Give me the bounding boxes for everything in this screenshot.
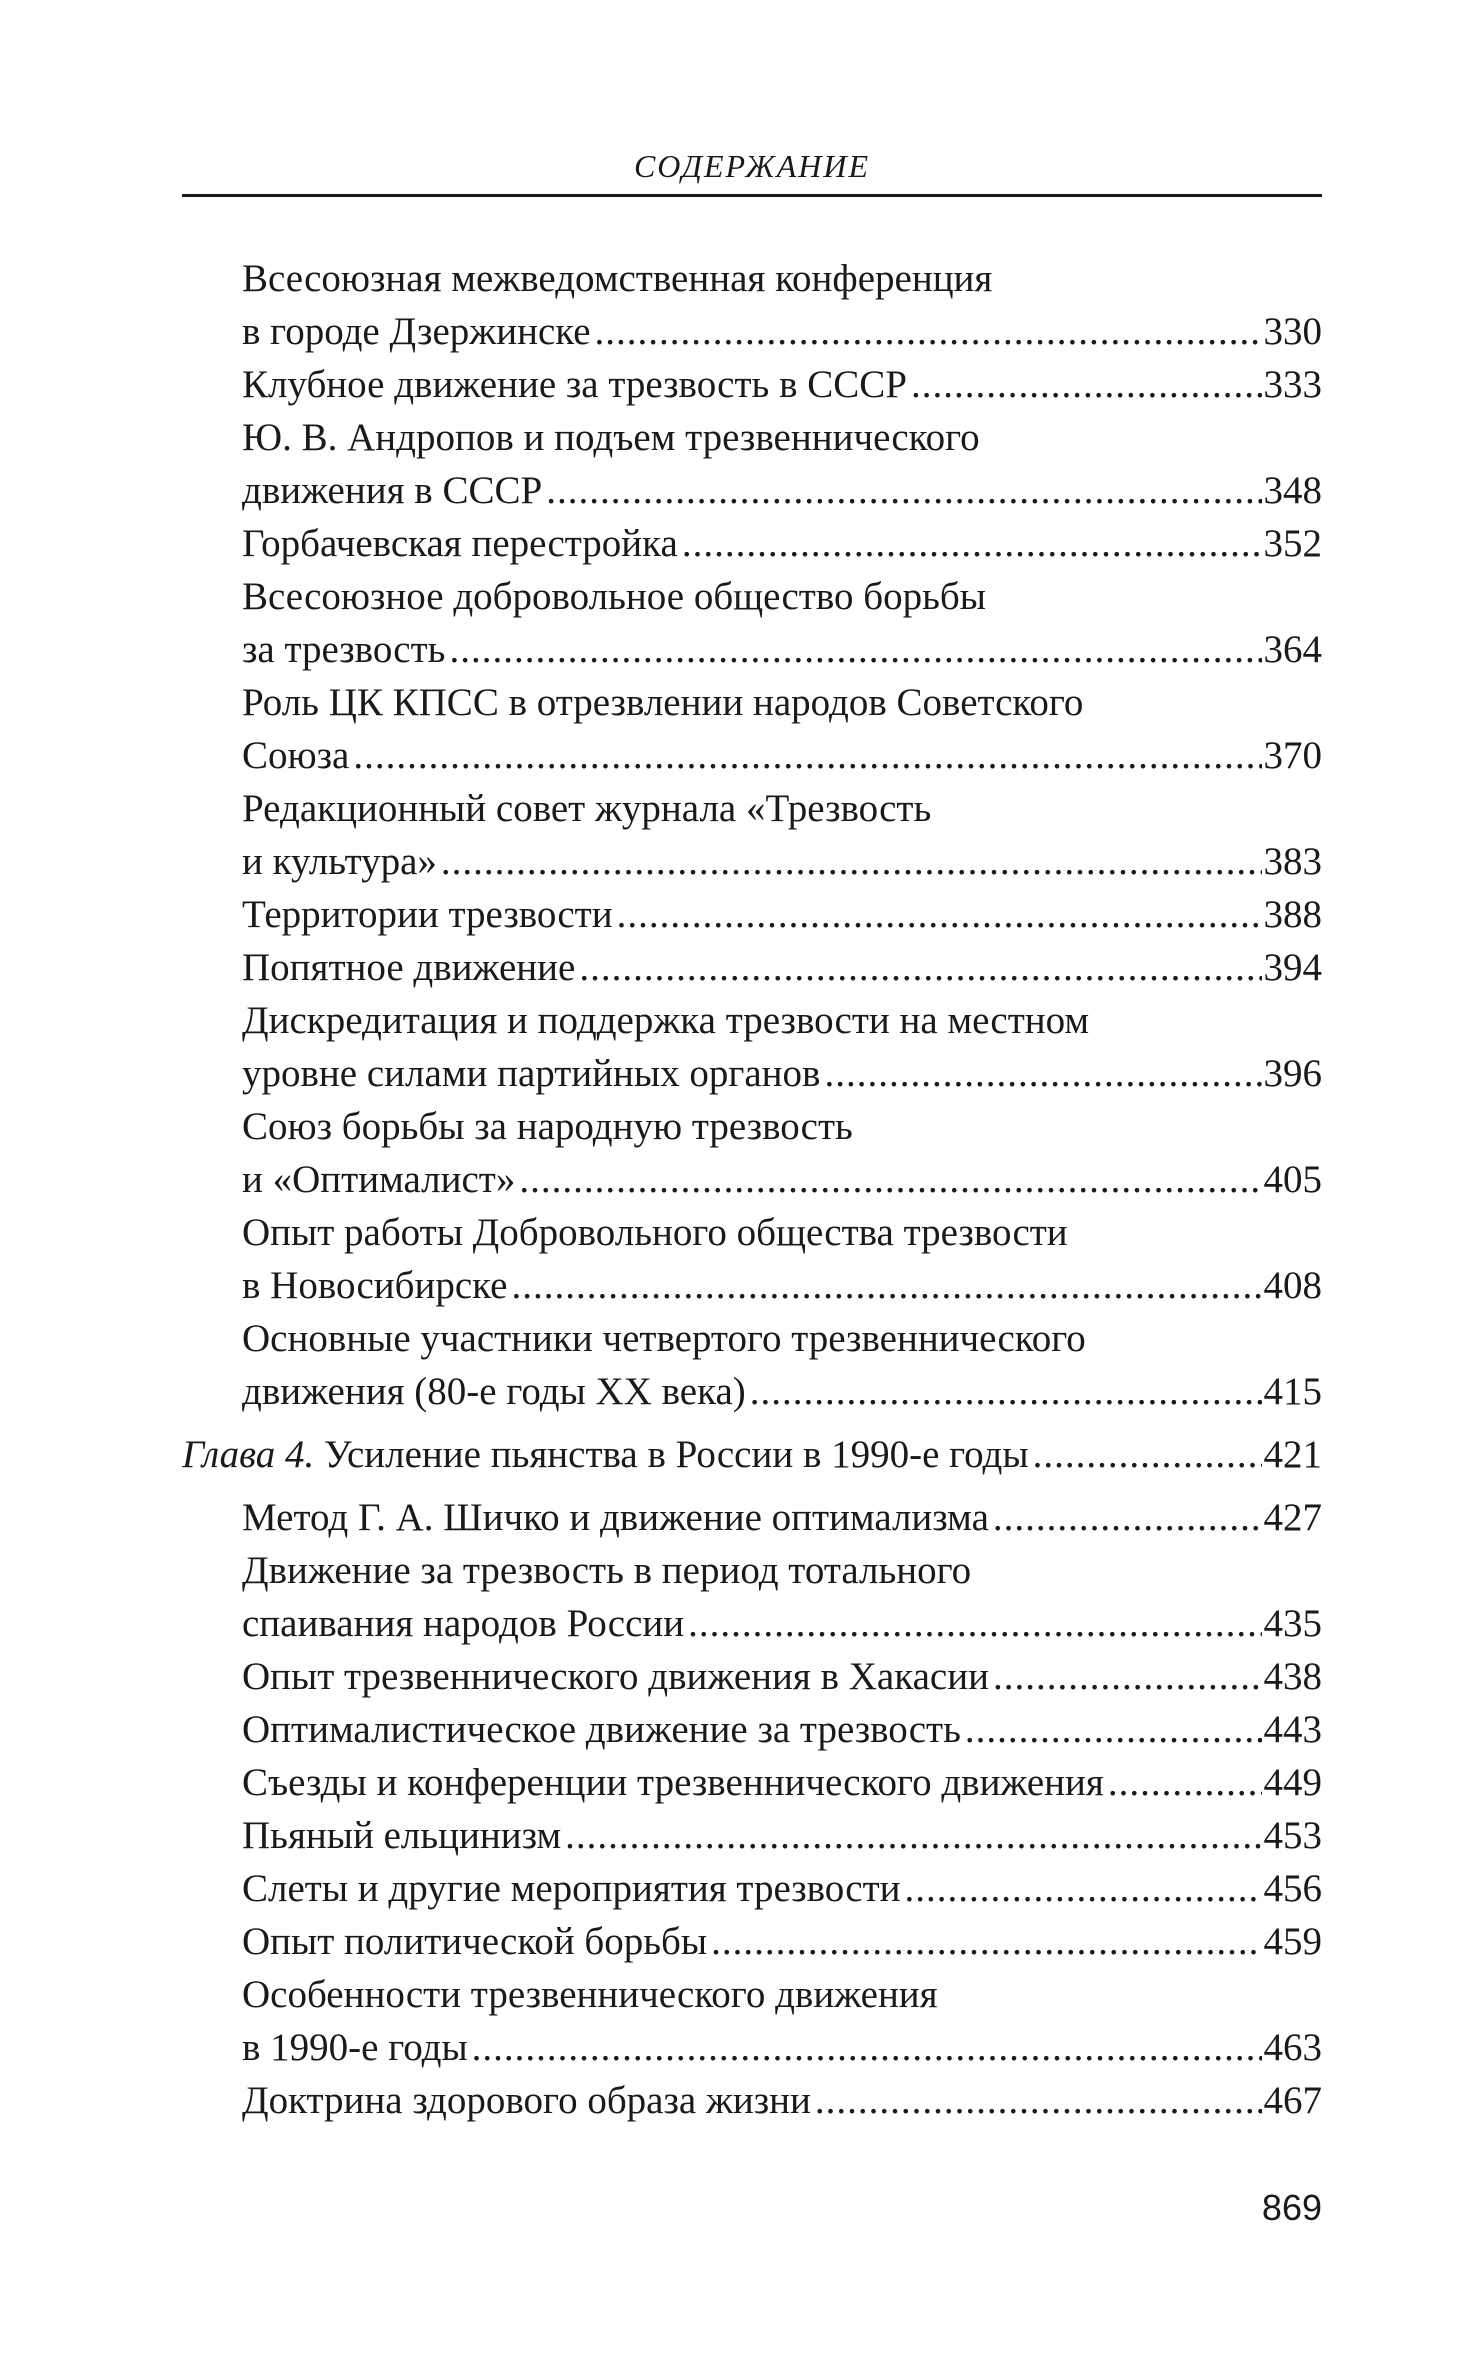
toc-entry-line bbox=[182, 782, 1322, 835]
toc-page-number: 449 bbox=[1263, 1761, 1322, 1804]
toc-entry[interactable] bbox=[182, 676, 1322, 782]
toc-entry-line bbox=[182, 1862, 1322, 1915]
dot-leader bbox=[565, 1809, 1261, 1862]
toc-entry[interactable] bbox=[182, 1650, 1322, 1703]
header-rule bbox=[182, 194, 1322, 197]
chapter-label: Глава 4. bbox=[182, 1433, 315, 1476]
toc-page-number: 405 bbox=[1263, 1158, 1322, 1201]
toc-entry[interactable] bbox=[182, 1544, 1322, 1650]
toc-entry-title: Опыт трезвеннического движения в Хакасии bbox=[242, 1655, 989, 1698]
toc-entry-title: Основные участники четвертого трезвеннического bbox=[242, 1317, 1086, 1360]
dot-leader bbox=[449, 623, 1261, 676]
toc-entry-title: Территории трезвости bbox=[242, 893, 613, 936]
toc-entry[interactable] bbox=[182, 782, 1322, 888]
toc-entry[interactable] bbox=[182, 1968, 1322, 2074]
toc-chapter-entries bbox=[182, 1491, 1322, 2127]
toc-entry-title: движения в СССР bbox=[242, 469, 543, 512]
toc-entry-line bbox=[182, 1544, 1322, 1597]
toc-entry[interactable] bbox=[182, 941, 1322, 994]
toc-entry[interactable] bbox=[182, 1756, 1322, 1809]
dot-leader bbox=[688, 1597, 1261, 1650]
toc-entry-line bbox=[182, 994, 1322, 1047]
toc-page-number: 388 bbox=[1263, 893, 1322, 936]
dot-leader bbox=[579, 941, 1261, 994]
toc-page-number: 427 bbox=[1263, 1496, 1322, 1539]
dot-leader bbox=[965, 1703, 1262, 1756]
toc-page-number: 330 bbox=[1263, 310, 1322, 353]
chapter-title-line bbox=[182, 1428, 1029, 1481]
toc-entry-title: Опыт работы Добровольного общества трезвости bbox=[242, 1211, 1068, 1254]
toc-entry-line bbox=[182, 729, 1322, 782]
toc-entry[interactable] bbox=[182, 2074, 1322, 2127]
dot-leader bbox=[595, 305, 1262, 358]
toc-page-number: 383 bbox=[1263, 840, 1322, 883]
toc-entry-title: Клубное движение за трезвость в СССР bbox=[242, 363, 907, 406]
dot-leader bbox=[682, 517, 1262, 570]
toc-entry-line bbox=[182, 252, 1322, 305]
toc-page-number: 459 bbox=[1263, 1920, 1322, 1963]
toc-entry-line bbox=[182, 411, 1322, 464]
dot-leader bbox=[750, 1365, 1262, 1418]
toc-entry-line bbox=[182, 305, 1322, 358]
toc-entry-line bbox=[182, 517, 1322, 570]
toc-entry-title: Опыт политической борьбы bbox=[242, 1920, 708, 1963]
toc-entry[interactable] bbox=[182, 570, 1322, 676]
toc-entry-title: Роль ЦК КПСС в отрезвлении народов Советского bbox=[242, 681, 1084, 724]
dot-leader bbox=[519, 1153, 1261, 1206]
toc-entry[interactable] bbox=[182, 888, 1322, 941]
toc-entry-line bbox=[182, 1650, 1322, 1703]
toc-entry-line bbox=[182, 1597, 1322, 1650]
toc-page-number: 352 bbox=[1263, 522, 1322, 565]
toc-entry-title: спаивания народов России bbox=[242, 1602, 685, 1645]
dot-leader bbox=[511, 1259, 1261, 1312]
dot-leader bbox=[815, 2074, 1262, 2127]
toc-entry-title: Метод Г. А. Шичко и движение оптимализма bbox=[242, 1496, 989, 1539]
toc-page-number: 467 bbox=[1263, 2079, 1322, 2122]
toc-entry-title: Особенности трезвеннического движения bbox=[242, 1973, 938, 2016]
toc-entry[interactable] bbox=[182, 411, 1322, 517]
toc-entry[interactable] bbox=[182, 517, 1322, 570]
toc-entry-line bbox=[182, 1312, 1322, 1365]
dot-leader bbox=[824, 1047, 1261, 1100]
toc-entry-title: Попятное движение bbox=[242, 946, 576, 989]
toc-chapter-heading[interactable] bbox=[182, 1428, 1322, 1481]
toc-page-number: 394 bbox=[1263, 946, 1322, 989]
toc-entry-line bbox=[182, 676, 1322, 729]
toc-entry[interactable] bbox=[182, 1491, 1322, 1544]
toc-page-number: 463 bbox=[1263, 2026, 1322, 2069]
toc-entry[interactable] bbox=[182, 358, 1322, 411]
toc-entry-line bbox=[182, 2021, 1322, 2074]
toc-entry[interactable] bbox=[182, 1809, 1322, 1862]
toc-entry-line bbox=[182, 1100, 1322, 1153]
toc-entry-title: Союз борьбы за народную трезвость bbox=[242, 1105, 853, 1148]
toc-entry-title: Горбачевская перестройка bbox=[242, 522, 678, 565]
toc-entry-title: Союза bbox=[242, 734, 350, 777]
toc-page-number: 456 bbox=[1263, 1867, 1322, 1910]
toc-entry[interactable] bbox=[182, 1703, 1322, 1756]
toc-entry-title: Редакционный совет журнала «Трезвость bbox=[242, 787, 932, 830]
dot-leader bbox=[911, 358, 1262, 411]
toc-entry-title: Съезды и конференции трезвеннического движения bbox=[242, 1761, 1104, 1804]
toc-page-number: 438 bbox=[1263, 1655, 1322, 1698]
toc-entry-title: в Новосибирске bbox=[242, 1264, 508, 1307]
toc-entry-line bbox=[182, 2074, 1322, 2127]
dot-leader bbox=[617, 888, 1262, 941]
toc-page-number: 415 bbox=[1263, 1370, 1322, 1413]
toc-entry-line bbox=[182, 941, 1322, 994]
toc-entry-title: в городе Дзержинске bbox=[242, 310, 591, 353]
dot-leader bbox=[441, 835, 1262, 888]
toc-entry-line bbox=[182, 1206, 1322, 1259]
toc-page-number: 333 bbox=[1263, 363, 1322, 406]
toc-page-number: 408 bbox=[1263, 1264, 1322, 1307]
dot-leader bbox=[353, 729, 1261, 782]
toc-entry-line bbox=[182, 358, 1322, 411]
page-number: 869 bbox=[1261, 2187, 1322, 2228]
toc-entry-title: движения (80-е годы XX века) bbox=[242, 1370, 746, 1413]
toc-entry-line bbox=[182, 623, 1322, 676]
dot-leader bbox=[905, 1862, 1262, 1915]
toc-entry-line bbox=[182, 888, 1322, 941]
toc-entry-title: Движение за трезвость в период тотального bbox=[242, 1549, 972, 1592]
toc-entry-line bbox=[182, 1703, 1322, 1756]
running-head: СОДЕРЖАНИЕ bbox=[633, 148, 871, 184]
toc-entry-line bbox=[182, 835, 1322, 888]
toc-entry-line bbox=[182, 1047, 1322, 1100]
toc-entry-line bbox=[182, 1365, 1322, 1418]
dot-leader bbox=[472, 2021, 1262, 2074]
toc-entry-line bbox=[182, 1491, 1322, 1544]
toc-entry[interactable] bbox=[182, 994, 1322, 1100]
dot-leader bbox=[711, 1915, 1261, 1968]
dot-leader bbox=[546, 464, 1261, 517]
toc-entry-title: в 1990-е годы bbox=[242, 2026, 468, 2069]
toc-entry-line bbox=[182, 1756, 1322, 1809]
toc-entry[interactable] bbox=[182, 252, 1322, 358]
toc-page-number: 364 bbox=[1263, 628, 1322, 671]
toc-entry-line bbox=[182, 570, 1322, 623]
toc-page-number: 443 bbox=[1263, 1708, 1322, 1751]
toc-entry-line bbox=[182, 1259, 1322, 1312]
toc-entry-title: Слеты и другие мероприятия трезвости bbox=[242, 1867, 901, 1910]
toc-entry-line bbox=[182, 1153, 1322, 1206]
chapter-title: Усиление пьянства в России в 1990-е годы bbox=[324, 1433, 1029, 1476]
table-of-contents bbox=[182, 252, 1322, 2127]
toc-entry-title: Всесоюзная межведомственная конференция bbox=[242, 257, 993, 300]
toc-entry-line bbox=[182, 1915, 1322, 1968]
toc-entry-title: Дискредитация и поддержка трезвости на местном bbox=[242, 999, 1090, 1042]
dot-leader bbox=[993, 1491, 1262, 1544]
dot-leader bbox=[1108, 1756, 1262, 1809]
toc-entry-title: и «Оптималист» bbox=[242, 1158, 516, 1201]
toc-entry-line bbox=[182, 1968, 1322, 2021]
toc-entry[interactable] bbox=[182, 1206, 1322, 1312]
toc-page-number: 453 bbox=[1263, 1814, 1322, 1857]
dot-leader bbox=[993, 1650, 1262, 1703]
chapter-page-number: 421 bbox=[1263, 1433, 1322, 1476]
toc-entry[interactable] bbox=[182, 1100, 1322, 1206]
toc-entry-title: Оптималистическое движение за трезвость bbox=[242, 1708, 961, 1751]
toc-entry-title: Пьяный ельцинизм bbox=[242, 1814, 562, 1857]
toc-entry-title: и культура» bbox=[242, 840, 437, 883]
toc-entry-title: Доктрина здорового образа жизни bbox=[242, 2079, 811, 2122]
toc-page-number: 370 bbox=[1263, 734, 1322, 777]
toc-entry[interactable] bbox=[182, 1915, 1322, 1968]
toc-page-number: 348 bbox=[1263, 469, 1322, 512]
toc-section-entries bbox=[182, 252, 1322, 1418]
toc-entry-title: Всесоюзное добровольное общество борьбы bbox=[242, 575, 986, 618]
toc-entry[interactable] bbox=[182, 1862, 1322, 1915]
toc-page-number: 435 bbox=[1263, 1602, 1322, 1645]
toc-entry-line bbox=[182, 464, 1322, 517]
toc-entry[interactable] bbox=[182, 1312, 1322, 1418]
dot-leader bbox=[1033, 1428, 1262, 1481]
toc-entry-title: уровне силами партийных органов bbox=[242, 1052, 821, 1095]
toc-entry-title: Ю. В. Андропов и подъем трезвеннического bbox=[242, 416, 980, 459]
toc-entry-title: за трезвость bbox=[242, 628, 446, 671]
toc-entry-line bbox=[182, 1809, 1322, 1862]
toc-page-number: 396 bbox=[1263, 1052, 1322, 1095]
